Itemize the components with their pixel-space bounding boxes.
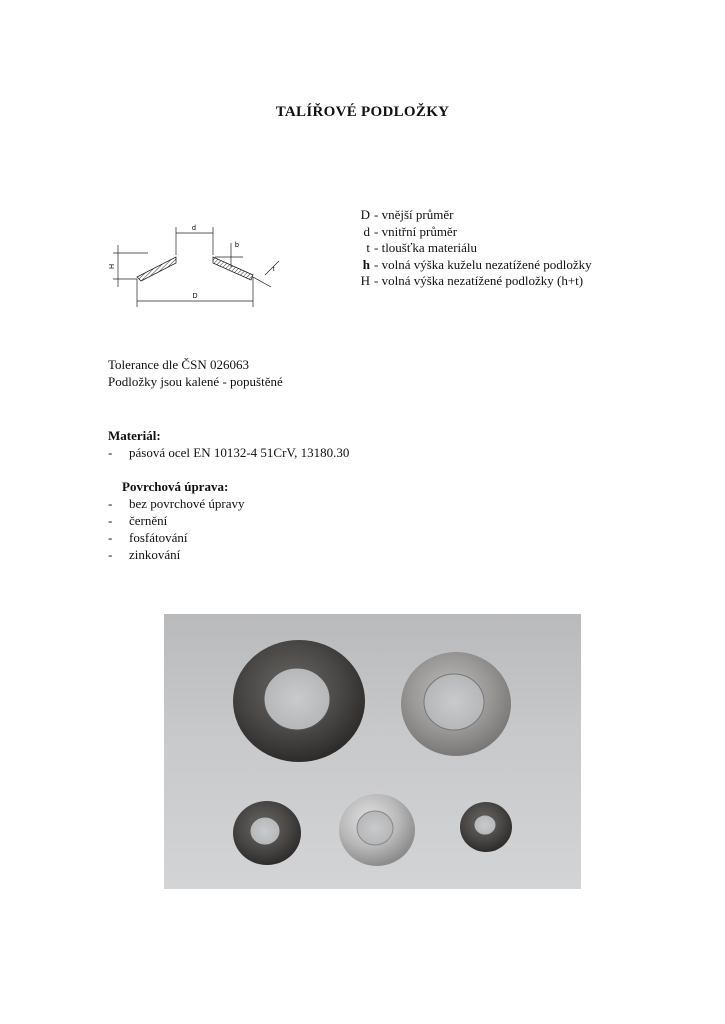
page-title: TALÍŘOVÉ PODLOŽKY	[275, 104, 450, 120]
product-photo	[164, 614, 581, 889]
legend-text: - tloušťka materiálu	[374, 240, 478, 255]
list-item-text: fosfátování	[129, 530, 188, 545]
legend-text: - vnější průměr	[374, 207, 454, 222]
list-item	[108, 529, 245, 546]
bullet-dash: -	[108, 513, 113, 528]
extension-line	[253, 277, 271, 287]
legend-symbol: t	[366, 240, 370, 255]
list-item	[108, 444, 349, 461]
washer-large-dark	[233, 640, 365, 762]
legend-row	[336, 224, 592, 241]
symbol-legend	[336, 207, 592, 290]
washer-small-bright	[339, 794, 415, 866]
list-item	[108, 495, 245, 512]
legend-row	[336, 207, 592, 224]
washer-profile-right	[213, 257, 253, 280]
material-heading: Materiál:	[108, 428, 161, 443]
bullet-dash: -	[108, 496, 113, 511]
label-t: t	[273, 267, 275, 273]
bullet-dash: -	[108, 530, 113, 545]
label-d: d	[192, 225, 196, 232]
surface-treatment-section	[108, 478, 245, 563]
label-H: H	[109, 263, 116, 269]
legend-text: - volná výška kuželu nezatížené podložky	[374, 256, 592, 272]
list-item-text: černění	[129, 513, 168, 528]
list-item-text: bez povrchové úpravy	[129, 496, 245, 511]
legend-symbol: h	[362, 256, 370, 272]
legend-symbol: D	[360, 207, 370, 222]
legend-symbol: H	[360, 273, 370, 288]
legend-symbol: d	[363, 223, 370, 239]
legend-row	[336, 273, 592, 290]
bullet-dash: -	[108, 445, 113, 460]
washer-cross-section-diagram	[103, 217, 293, 311]
washer-large-silver	[401, 652, 511, 756]
legend-text: - vnitřní průměr	[374, 223, 458, 239]
legend-row	[336, 240, 592, 257]
surface-heading: Povrchová úprava:	[122, 479, 229, 494]
legend-row	[336, 257, 592, 274]
label-b: b	[235, 242, 239, 249]
list-item	[108, 512, 245, 529]
material-section	[108, 427, 349, 461]
tolerance-block	[108, 356, 283, 390]
washer-profile-left	[137, 257, 176, 281]
tolerance-line: Tolerance dle ČSN 026063	[108, 357, 249, 372]
tolerance-line: Podložky jsou kalené - popuštěné	[108, 374, 283, 389]
bullet-dash: -	[108, 547, 113, 562]
washer-smallest-dark	[460, 802, 512, 852]
washer-small-dark-left	[233, 801, 301, 865]
list-item	[108, 546, 245, 563]
legend-text: - volná výška nezatížené podložky (h+t)	[374, 273, 584, 288]
list-item-text: zinkování	[129, 547, 181, 562]
label-D: D	[192, 293, 198, 300]
dimension-line-t	[265, 261, 279, 275]
list-item-text: pásová ocel EN 10132-4 51CrV, 13180.30	[129, 445, 350, 460]
washers-illustration	[164, 614, 581, 889]
